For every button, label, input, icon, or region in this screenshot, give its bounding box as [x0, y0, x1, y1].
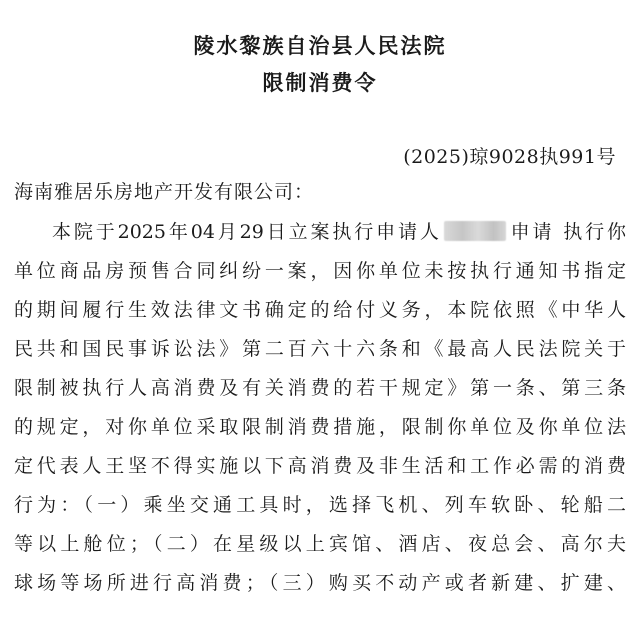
body-line-1: [52, 217, 626, 244]
addressee: 海南雅居乐房地产开发有限公司：: [14, 181, 315, 203]
body-line-4: 民共和国民事诉讼法》第二百六十六条和《最高人民法院关于: [14, 338, 626, 360]
body-line-3: 的期间履行生效法律文书确定的给付义务，本院依照《中华人: [14, 299, 626, 321]
body-line-1-end: 申请 执行你: [507, 221, 626, 243]
body-line-7: 定代表人王坚不得实施以下高消费及非生活和工作必需的消费: [14, 455, 626, 477]
body-line-6: 的规定，对你单位采取限制消费措施，限制你单位及你单位法: [14, 416, 626, 438]
document-title: 限制消费令: [262, 71, 378, 95]
court-name: 陵水黎族自治县人民法院: [193, 34, 447, 58]
body-line-9: 等以上舱位；（二）在星级以上宾馆、酒店、夜总会、高尔夫: [14, 533, 626, 555]
body-line-10: 球场等场所进行高消费；（三）购买不动产或者新建、扩建、: [14, 572, 626, 594]
body-line-2: 单位商品房预售合同纠纷一案，因你单位未按执行通知书指定: [14, 260, 626, 282]
body-line-5: 限制被执行人高消费及有关消费的若干规定》第一条、第三条: [14, 377, 626, 399]
body-line-1-start: 本院于2025年04月29日立案执行申请人: [52, 221, 442, 243]
redacted-applicant-name: [444, 221, 506, 241]
case-number: (2025)琼9028执991号: [403, 146, 616, 168]
body-line-8: 行为：（一）乘坐交通工具时，选择飞机、列车软卧、轮船二: [14, 494, 626, 516]
